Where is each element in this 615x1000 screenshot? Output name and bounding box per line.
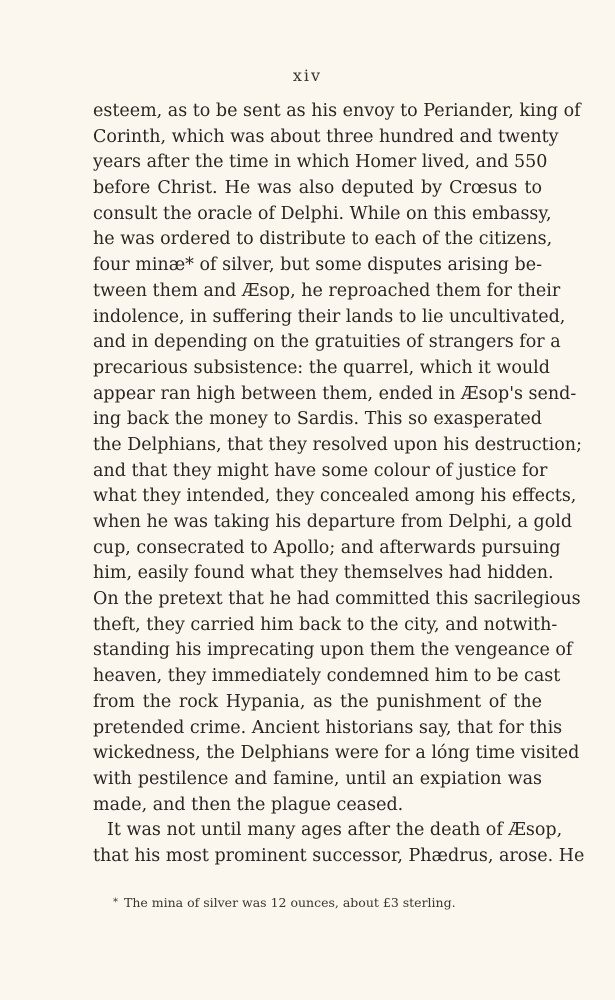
- text-line: On the pretext that he had committed this sacrilegious: [93, 589, 581, 610]
- text-line: him, easily found what they themselves had hidden.: [93, 563, 554, 584]
- text-line: It was not until many ages after the death of Æsop,: [107, 820, 563, 841]
- text-line: standing his imprecating upon them the vengeance of: [93, 640, 573, 661]
- text-line: ing back the money to Sardis. This so exasperated: [93, 409, 542, 430]
- text-line: the Delphians, that they resolved upon his destruction;: [93, 434, 582, 455]
- text-line: before Christ. He was also deputed by Crœsus to: [93, 178, 542, 199]
- text-line: he was ordered to distribute to each of the citizens,: [93, 229, 553, 250]
- text-line: what they intended, they concealed among his effects,: [93, 486, 577, 507]
- text-line: years after the time in which Homer lived, and 550: [93, 152, 548, 173]
- text-line: cup, consecrated to Apollo; and afterwards pursuing: [93, 537, 561, 558]
- text-line: wickedness, the Delphians were for a lóng time visited: [93, 743, 580, 764]
- text-line: consult the oracle of Delphi. While on this embassy,: [93, 203, 552, 224]
- text-line: when he was taking his departure from Delphi, a gold: [93, 512, 573, 532]
- text-line: with pestilence and famine, until an expiation was: [93, 768, 542, 789]
- text-line: tween them and Æsop, he reproached them for their: [93, 280, 561, 301]
- text-line: Corinth, which was about three hundred and twenty: [93, 126, 559, 147]
- text-line: theft, they carried him back to the city, and notwith-: [93, 614, 558, 635]
- text-line: and that they might have some colour of justice for: [93, 460, 548, 481]
- body-text: [93, 99, 585, 870]
- text-line: four minæ* of silver, but some disputes arising be-: [93, 255, 542, 276]
- text-line: heaven, they immediately condemned him to be cast: [93, 666, 561, 687]
- text-line: pretended crime. Ancient historians say, that for this: [93, 717, 563, 738]
- text-line: precarious subsistence: the quarrel, which it would: [93, 357, 550, 378]
- text-line: and in depending on the gratuities of strangers for a: [93, 332, 561, 353]
- text-line: appear ran high between them, ended in Æsop's send-: [93, 383, 577, 404]
- text-line: that his most prominent successor, Phædrus, arose. He: [93, 845, 585, 866]
- text-line: from the rock Hypania, as the punishment of the: [93, 691, 542, 712]
- footnote-text: The mina of silver was 12 ounces, about £3 sterling.: [124, 895, 456, 910]
- text-line: indolence, in suffering their lands to lie uncultivated,: [93, 306, 566, 327]
- text-line: made, and then the plague ceased.: [93, 794, 404, 815]
- footnote: [113, 894, 543, 912]
- page-number: xiv: [292, 66, 323, 85]
- footnote-mark: *: [113, 897, 118, 908]
- text-line: esteem, as to be sent as his envoy to Periander, king of: [93, 101, 581, 121]
